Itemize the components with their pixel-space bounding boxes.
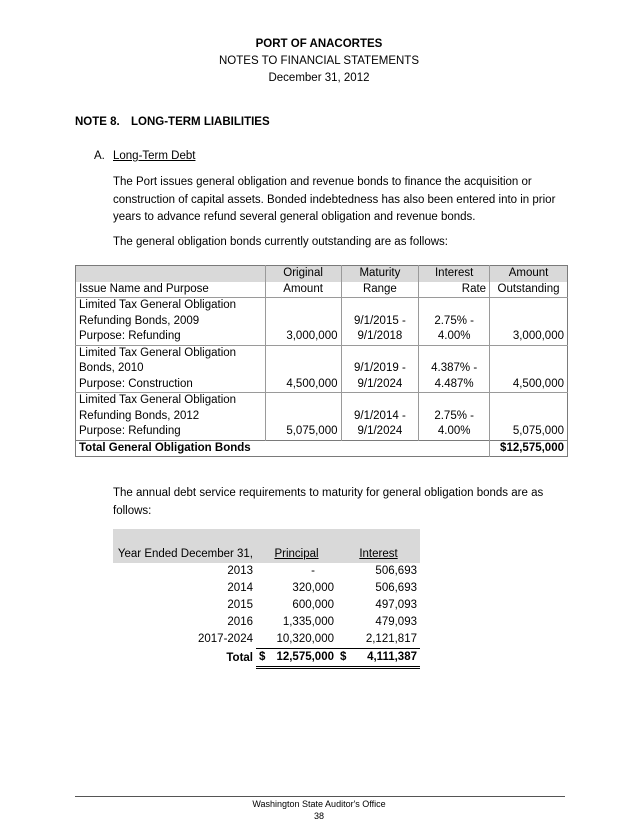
ds-year: 2013 (227, 565, 253, 577)
table-row (113, 597, 420, 614)
go-header-amount-sub: Amount (265, 282, 341, 298)
ds-total-principal: 12,575,000 (276, 651, 334, 663)
note-title: LONG-TERM LIABILITIES (131, 116, 270, 128)
bond-rate-high: 4.00% (419, 329, 490, 345)
bond-outstanding: 4,500,000 (490, 377, 568, 393)
debt-service-lead: The annual debt service requirements to maturity for general obligation bonds are as follows: (113, 487, 544, 517)
bond-range-end: 9/1/2018 (341, 329, 419, 345)
table-row (113, 614, 420, 631)
ds-interest: 479,093 (375, 616, 417, 628)
org-name: PORT OF ANACORTES (255, 38, 383, 50)
go-header-maturity: Maturity (341, 266, 419, 282)
ds-principal: 600,000 (292, 599, 334, 611)
bond-range-end: 9/1/2024 (341, 424, 419, 440)
bond-name-line1: Limited Tax General Obligation (79, 299, 237, 311)
bond-original-amount: 4,500,000 (265, 377, 341, 393)
go-total-value: $12,575,000 (490, 440, 568, 457)
table-row (76, 361, 568, 377)
ds-total-label: Total (226, 651, 253, 664)
bond-original-amount: 3,000,000 (265, 329, 341, 345)
section-letter: A. (94, 150, 105, 162)
go-lead-paragraph: The general obligation bonds currently outstanding are as follows: (113, 236, 448, 248)
bond-range-start: 9/1/2019 - (341, 361, 419, 377)
document-title: NOTES TO FINANCIAL STATEMENTS (219, 55, 419, 67)
bond-purpose: Purpose: Construction (76, 377, 266, 393)
bond-name-line1: Limited Tax General Obligation (79, 346, 237, 359)
debt-service-table (113, 529, 420, 669)
bond-rate-low: 2.75% - (419, 314, 490, 330)
ds-shade-row (113, 529, 420, 546)
go-total-label: Total General Obligation Bonds (76, 440, 490, 457)
table-row (113, 563, 420, 580)
ds-year: 2017-2024 (198, 633, 253, 646)
table-row (76, 409, 568, 425)
currency-symbol: $ (340, 651, 347, 663)
ds-header-row (113, 546, 420, 563)
go-header-row-bottom (76, 282, 568, 298)
table-row (76, 329, 568, 345)
ds-interest: 2,121,817 (365, 633, 417, 645)
ds-year: 2015 (227, 599, 253, 611)
table-row (76, 314, 568, 330)
bond-original-amount: 5,075,000 (265, 424, 341, 440)
go-header-amount: Amount (490, 266, 568, 282)
ds-total-interest: 4,111,387 (367, 651, 417, 663)
ds-year: 2014 (227, 582, 253, 594)
table-row (113, 631, 420, 649)
bond-rate-low: 4.387% - (419, 361, 490, 377)
bond-name-line2: Refunding Bonds, 2009 (79, 314, 200, 327)
table-row (76, 298, 568, 314)
bond-name-line2: Refunding Bonds, 2012 (79, 409, 200, 422)
ds-principal: 320,000 (292, 582, 334, 594)
table-row (76, 377, 568, 393)
ds-principal: 10,320,000 (276, 633, 334, 645)
go-header-issue: Issue Name and Purpose (76, 282, 266, 298)
bond-outstanding: 3,000,000 (490, 329, 568, 345)
statement-date: December 31, 2012 (268, 72, 370, 84)
table-row (76, 345, 568, 361)
ds-header-interest: Interest (337, 546, 420, 563)
footer-divider (75, 796, 565, 797)
table-row (76, 393, 568, 409)
ds-interest: 506,693 (375, 582, 417, 594)
go-bonds-table (75, 265, 568, 457)
bond-rate-high: 4.00% (419, 424, 490, 440)
ds-header-principal: Principal (256, 546, 337, 563)
ds-total-principal-cell (256, 649, 337, 668)
ds-year: 2016 (227, 616, 253, 628)
go-header-rate: Rate (419, 282, 490, 298)
ds-principal: 1,335,000 (282, 616, 334, 628)
bond-rate-low: 2.75% - (419, 409, 490, 425)
ds-header-year: Year Ended December 31, (113, 546, 256, 563)
bond-purpose: Purpose: Refunding (79, 425, 181, 437)
page-number: 38 (313, 811, 324, 821)
go-total-row (76, 440, 568, 457)
ds-interest: 497,093 (375, 599, 417, 611)
bond-name-line1: Limited Tax General Obligation (79, 394, 237, 406)
bond-range-start: 9/1/2014 - (341, 409, 419, 425)
bond-range-start: 9/1/2015 - (341, 314, 419, 330)
ds-total-row (113, 649, 420, 668)
go-header-outstanding: Outstanding (490, 282, 568, 298)
section-title: Long-Term Debt (113, 150, 196, 162)
go-header-cell (76, 266, 266, 282)
currency-symbol: $ (259, 651, 266, 663)
footer-office: Washington State Auditor's Office (252, 799, 386, 809)
bond-outstanding: 5,075,000 (490, 424, 568, 440)
bond-purpose: Purpose: Refunding (76, 329, 266, 345)
note-number: NOTE 8. (75, 116, 120, 128)
bond-name-line2: Bonds, 2010 (79, 362, 144, 374)
table-row (76, 424, 568, 440)
go-header-range: Range (341, 282, 419, 298)
ds-total-interest-cell (337, 649, 420, 668)
bond-rate-high: 4.487% (419, 377, 490, 393)
go-header-original: Original (265, 266, 341, 282)
intro-paragraph: The Port issues general obligation and revenue bonds to finance the acquisition or construction of capital assets. Bonded indebtedness has also been entered into in prior years to advance refund several general obligation and revenue bonds. (113, 176, 556, 223)
bond-range-end: 9/1/2024 (341, 377, 419, 393)
go-header-row-top (76, 266, 568, 282)
table-row (113, 580, 420, 597)
go-header-interest: Interest (419, 266, 490, 282)
ds-principal: - (311, 565, 315, 577)
ds-interest: 506,693 (375, 565, 417, 577)
